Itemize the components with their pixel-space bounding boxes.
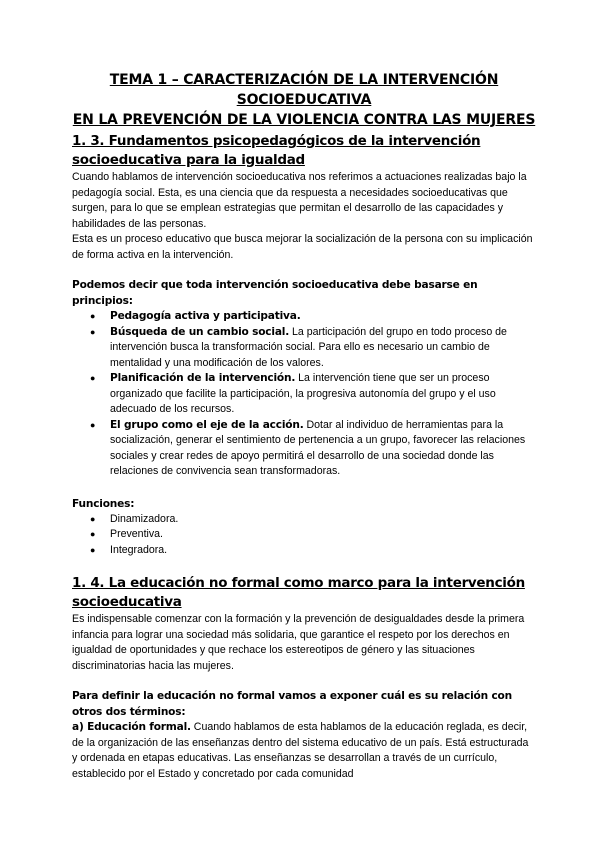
principle-text: Dotar al individuo de herramientas para la socialización, generar el sentimiento de pertenencia a un grupo, favorecer las relaciones sociales y crear redes de apoyo permitirá el desarrollo de una sociedad donde las relaciones de convivencia sean transformadoras. xyxy=(110,418,526,477)
functions-label: Funciones: xyxy=(72,497,135,510)
functions-list xyxy=(72,512,536,559)
bullet-icon: ● xyxy=(90,513,96,524)
formal-education-text: Cuando hablamos de esta hablamos de la educación reglada, es decir, de la organización de las enseñanzas dentro del sistema educativo de un país. Está estructurada y ordenada en etapas educativas. Las enseñanzas se desarrollan a través de un currículo, establecido por el Estado y concretado por cada comunidad xyxy=(72,721,529,780)
principle-lead: El grupo como el eje de la acción. xyxy=(110,418,304,431)
document-title xyxy=(72,70,536,130)
bullet-icon: ● xyxy=(90,529,96,539)
principle-lead: Planificación de la intervención. xyxy=(110,372,296,384)
bullet-icon: ● xyxy=(90,419,96,430)
function-text: Integradora. xyxy=(110,543,168,556)
principle-lead: Pedagogía activa y participativa. xyxy=(110,310,301,322)
list-item xyxy=(90,371,536,418)
list-item xyxy=(90,527,536,543)
section-1-3-paragraph-1: Cuando hablamos de intervención socioeducativa nos referimos a actuaciones realizadas bajo la pedagogía social. Esta, es una ciencia que da respuesta a necesidades socioeducativas que surgen, para lo que se emplean estrategias que permitan el desarrollo de las capacidades y habilidades de las personas. xyxy=(72,171,527,230)
principle-lead: Búsqueda de un cambio social. xyxy=(110,325,290,338)
section-heading-1-4: 1. 4. La educación no formal como marco para la intervención socioeducativa xyxy=(72,575,525,610)
section-1-4-paragraph-1: Es indispensable comenzar con la formación y la prevención de desigualdades desde la primera infancia para lograr una sociedad más solidaria, que garantice el respeto por los derechos en igualdad de oportunidades y que rechace los estereotipos de género y las situaciones discriminatorias hacia las mujeres. xyxy=(72,613,525,672)
principles-intro: Podemos decir que toda intervención socioeducativa debe basarse en principios: xyxy=(72,279,478,307)
principle-text: La participación del grupo en todo proceso de intervención busca la transformación social. Para ello es necesario un cambio de mentalidad y una modificación de los valores. xyxy=(110,325,507,369)
principle-text: La intervención tiene que ser un proceso organizado que facilite la participación, la progresiva autonomía del grupo y el uso adecuado de los recursos. xyxy=(110,372,496,415)
function-text: Dinamizadora. xyxy=(110,512,179,525)
principles-list xyxy=(72,309,536,480)
function-text: Preventiva. xyxy=(110,528,163,540)
list-item xyxy=(90,512,536,528)
bullet-icon: ● xyxy=(90,311,96,321)
section-heading-1-3: 1. 3. Fundamentos psicopedagógicos de la intervención socioeducativa para la igualdad xyxy=(72,133,481,168)
list-item xyxy=(90,418,536,480)
title-line-2: EN LA PREVENCIÓN DE LA VIOLENCIA CONTRA LAS MUJERES xyxy=(72,112,536,128)
list-item xyxy=(90,543,536,559)
formal-education-lead: a) Educación formal. xyxy=(72,721,191,733)
title-line-1: TEMA 1 – CARACTERIZACIÓN DE LA INTERVENCIÓN SOCIOEDUCATIVA xyxy=(109,72,499,108)
bullet-icon: ● xyxy=(90,326,96,337)
formal-education-paragraph xyxy=(72,720,536,782)
terms-intro: Para definir la educación no formal vamos a exponer cuál es su relación con otros dos términos: xyxy=(72,690,512,718)
list-item xyxy=(90,309,536,325)
bullet-icon: ● xyxy=(90,373,96,383)
list-item xyxy=(90,325,536,372)
section-1-3-paragraph-2: Esta es un proceso educativo que busca mejorar la socialización de la persona con su implicación de forma activa en la intervención. xyxy=(72,233,533,261)
bullet-icon: ● xyxy=(90,544,96,555)
